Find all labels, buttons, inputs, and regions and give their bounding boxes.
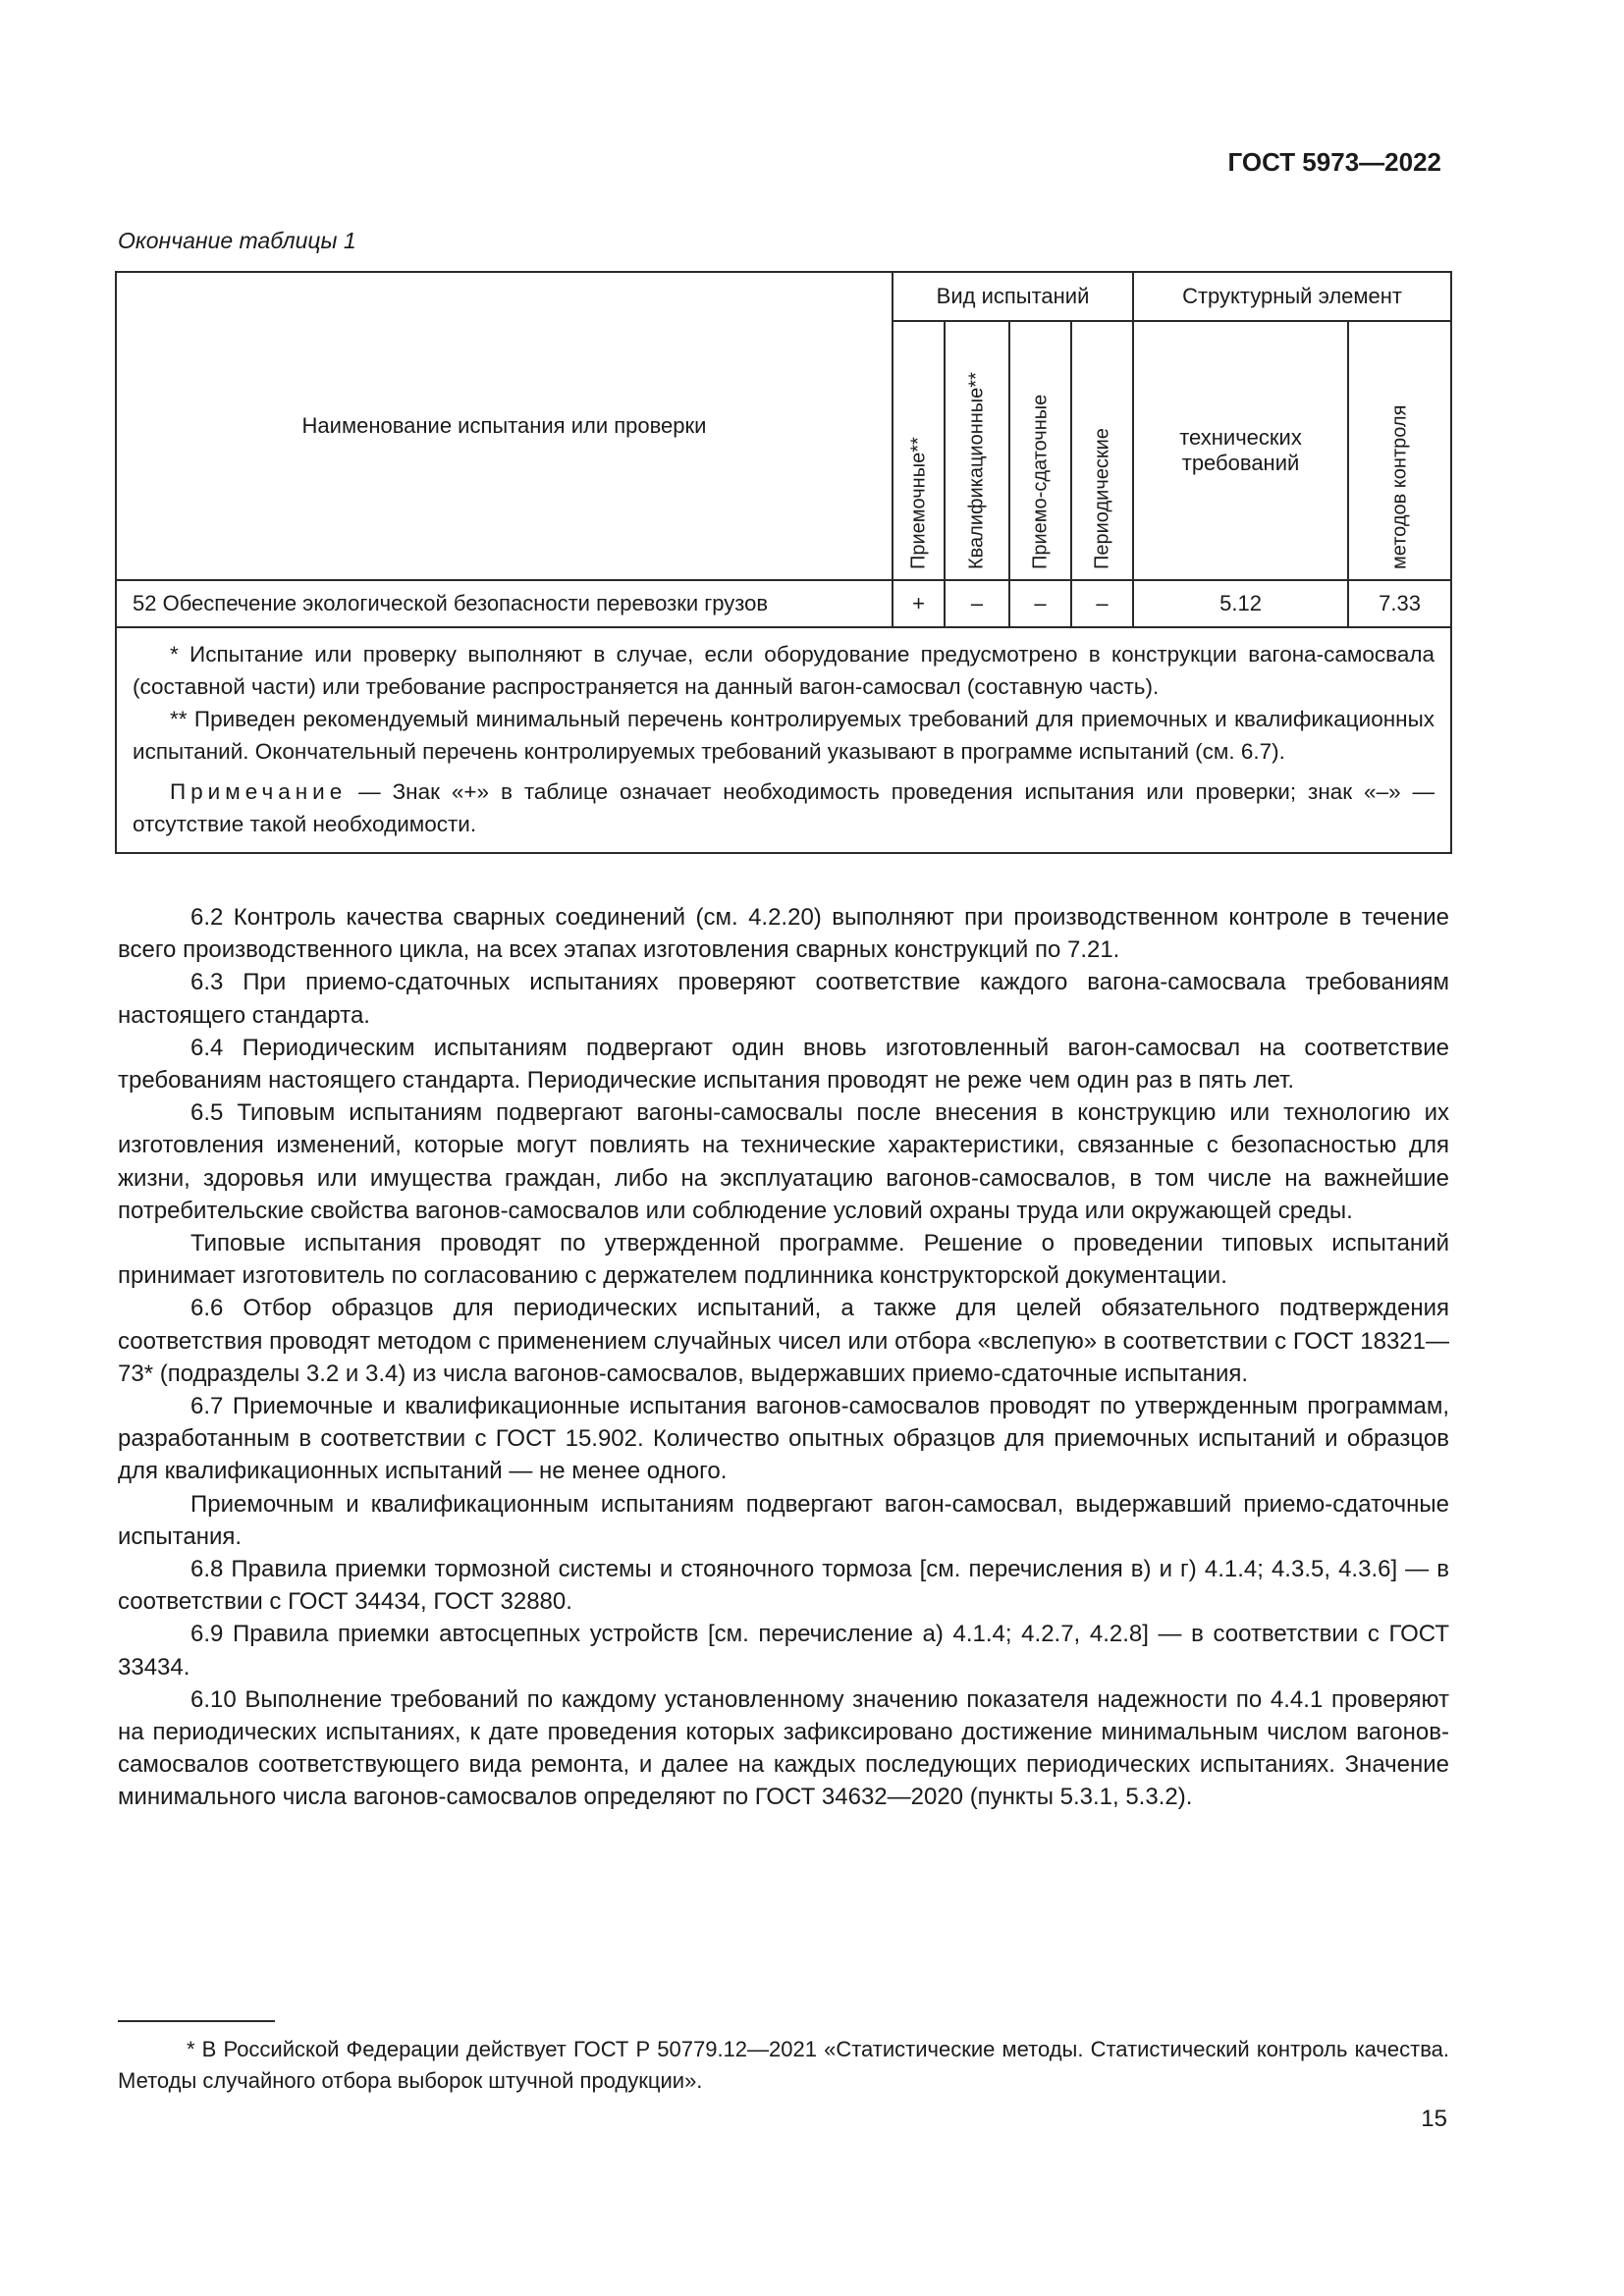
body-text [118, 901, 1449, 1814]
col-header-periodic-label: Периодические [1091, 428, 1113, 569]
footnote-text: * В Российской Федерации действует ГОСТ Р 50779.12—2021 «Статистические методы. Статистический контроль качества. Методы случайного отбора выборок штучной продукции». [118, 2037, 1449, 2093]
col-header-qualification [945, 321, 1009, 580]
col-header-acceptance-label: Приемочные** [907, 437, 929, 569]
col-header-delivery [1009, 321, 1071, 580]
row-tech-ref: 5.12 [1133, 580, 1348, 627]
col-header-acceptance [893, 321, 945, 580]
col-header-tech-requirements: технических требований [1133, 321, 1348, 580]
row-mark-delivery: – [1009, 580, 1071, 627]
col-header-periodic [1071, 321, 1133, 580]
table-note-1: * Испытание или проверку выполняют в случае, если оборудование предусмотрено в конструкции вагона-самосвала (составной части) или требование распространяется на данный вагон-самосвал (составную часть). [133, 642, 1435, 699]
paragraph-6-3: 6.3 При приемо-сдаточных испытаниях проверяют соответствие каждого вагона-самосвала требованиям настоящего стандарта. [118, 969, 1449, 1029]
table-1 [115, 271, 1450, 872]
structural-element-group-header: Структурный элемент [1133, 272, 1451, 321]
col-header-control-methods [1348, 321, 1451, 580]
row-mark-acceptance: + [893, 580, 945, 627]
paragraph-6-4: 6.4 Периодическим испытаниям подвергают один вновь изготовленный вагон-самосвал на соответствие требованиям настоящего стандарта. Периодические испытания проводят не реже чем один раз в пять лет. [118, 1034, 1449, 1095]
paragraph-6-5-typical: Типовые испытания проводят по утвержденной программе. Решение о проведении типовых испытаний принимает изготовитель по согласованию с держателем подлинника конструкторской документации. [118, 1230, 1449, 1290]
test-types-group-header: Вид испытаний [893, 272, 1133, 321]
row-mark-periodic: – [1071, 580, 1133, 627]
paragraph-6-8: 6.8 Правила приемки тормозной системы и стояночного тормоза [см. перечисления в) и г) 4.1.4; 4.3.5, 4.3.6] — в соответствии с ГОСТ 34434, ГОСТ 32880. [118, 1556, 1449, 1616]
remark-label: Примечание [170, 779, 348, 804]
col-header-control-methods-label: методов контроля [1388, 404, 1411, 569]
page-number: 15 [1421, 2106, 1447, 2132]
name-column-header: Наименование испытания или проверки [116, 272, 893, 580]
paragraph-6-5: 6.5 Типовым испытаниям подвергают вагоны-самосвалы после внесения в конструкцию или технологию их изготовления изменений, которые могут повлиять на технические характеристики, связанные с безопасностью для жизни, здоровья или имущества граждан, либо на эксплуатацию вагонов-самосвалов, в том числе на важнейшие потребительские свойства вагонов-самосвалов или соблюдение условий охраны труда или окружающей среды. [118, 1099, 1449, 1224]
footnote-divider [118, 2020, 275, 2022]
col-header-delivery-label: Приемо-сдаточные [1029, 394, 1051, 569]
paragraph-6-7: 6.7 Приемочные и квалификационные испытания вагонов-самосвалов проводят по утвержденным программам, разработанным в соответствии с ГОСТ 15.902. Количество опытных образцов для приемочных испытаний и образцов для квалификационных испытаний — не менее одного. [118, 1393, 1449, 1485]
remark-text: — Знак «+» в таблице означает необходимость проведения испытания или проверки; знак «–» — отсутствие такой необходимости. [133, 779, 1435, 836]
document-code: ГОСТ 5973—2022 [1227, 147, 1441, 177]
paragraph-6-2: 6.2 Контроль качества сварных соединений (см. 4.2.20) выполняют при производственном контроле в течение всего производственного цикла, на всех этапах изготовления сварных конструкций по 7.21. [118, 904, 1449, 964]
col-header-qualification-label: Квалификационные** [965, 372, 988, 569]
table-note-2: ** Приведен рекомендуемый минимальный перечень контролируемых требований для приемочных и квалификационных испытаний. Окончательный перечень контролируемых требований указывают в программе испытаний (см. 6.7). [133, 707, 1435, 764]
row-methods-ref: 7.33 [1348, 580, 1451, 627]
table-row [116, 580, 1451, 627]
footnote [118, 2034, 1449, 2097]
row-mark-qualification: – [945, 580, 1009, 627]
paragraph-6-6: 6.6 Отбор образцов для периодических испытаний, а также для целей обязательного подтверждения соответствия проводят методом с применением случайных чисел или отбора «вслепую» в соответствии с ГОСТ 18321—73* (подразделы 3.2 и 3.4) из числа вагонов-самосвалов, выдержавших приемо-сдаточные испытания. [118, 1295, 1449, 1387]
paragraph-6-9: 6.9 Правила приемки автосцепных устройств [см. перечисление а) 4.1.4; 4.2.7, 4.2.8] — в соответствии с ГОСТ 33434. [118, 1621, 1449, 1681]
table-notes [116, 627, 1451, 853]
paragraph-6-10: 6.10 Выполнение требований по каждому установленному значению показателя надежности по 4.4.1 проверяют на периодических испытаниях, к дате проведения которых зафиксировано достижение минимальным числом вагонов-самосвалов соответствующего вида ремонта, и далее на каждых последующих периодических испытаниях. Значение минимального числа вагонов-самосвалов определяют по ГОСТ 34632—2020 (пункты 5.3.1, 5.3.2). [118, 1685, 1449, 1811]
row-name: 52 Обеспечение экологической безопасности перевозки грузов [116, 580, 893, 627]
paragraph-6-7-acceptance: Приемочным и квалификационным испытаниям подвергают вагон-самосвал, выдержавший приемо-сдаточные испытания. [118, 1490, 1449, 1550]
table-remark [133, 775, 1435, 840]
table-caption: Окончание таблицы 1 [118, 228, 356, 253]
